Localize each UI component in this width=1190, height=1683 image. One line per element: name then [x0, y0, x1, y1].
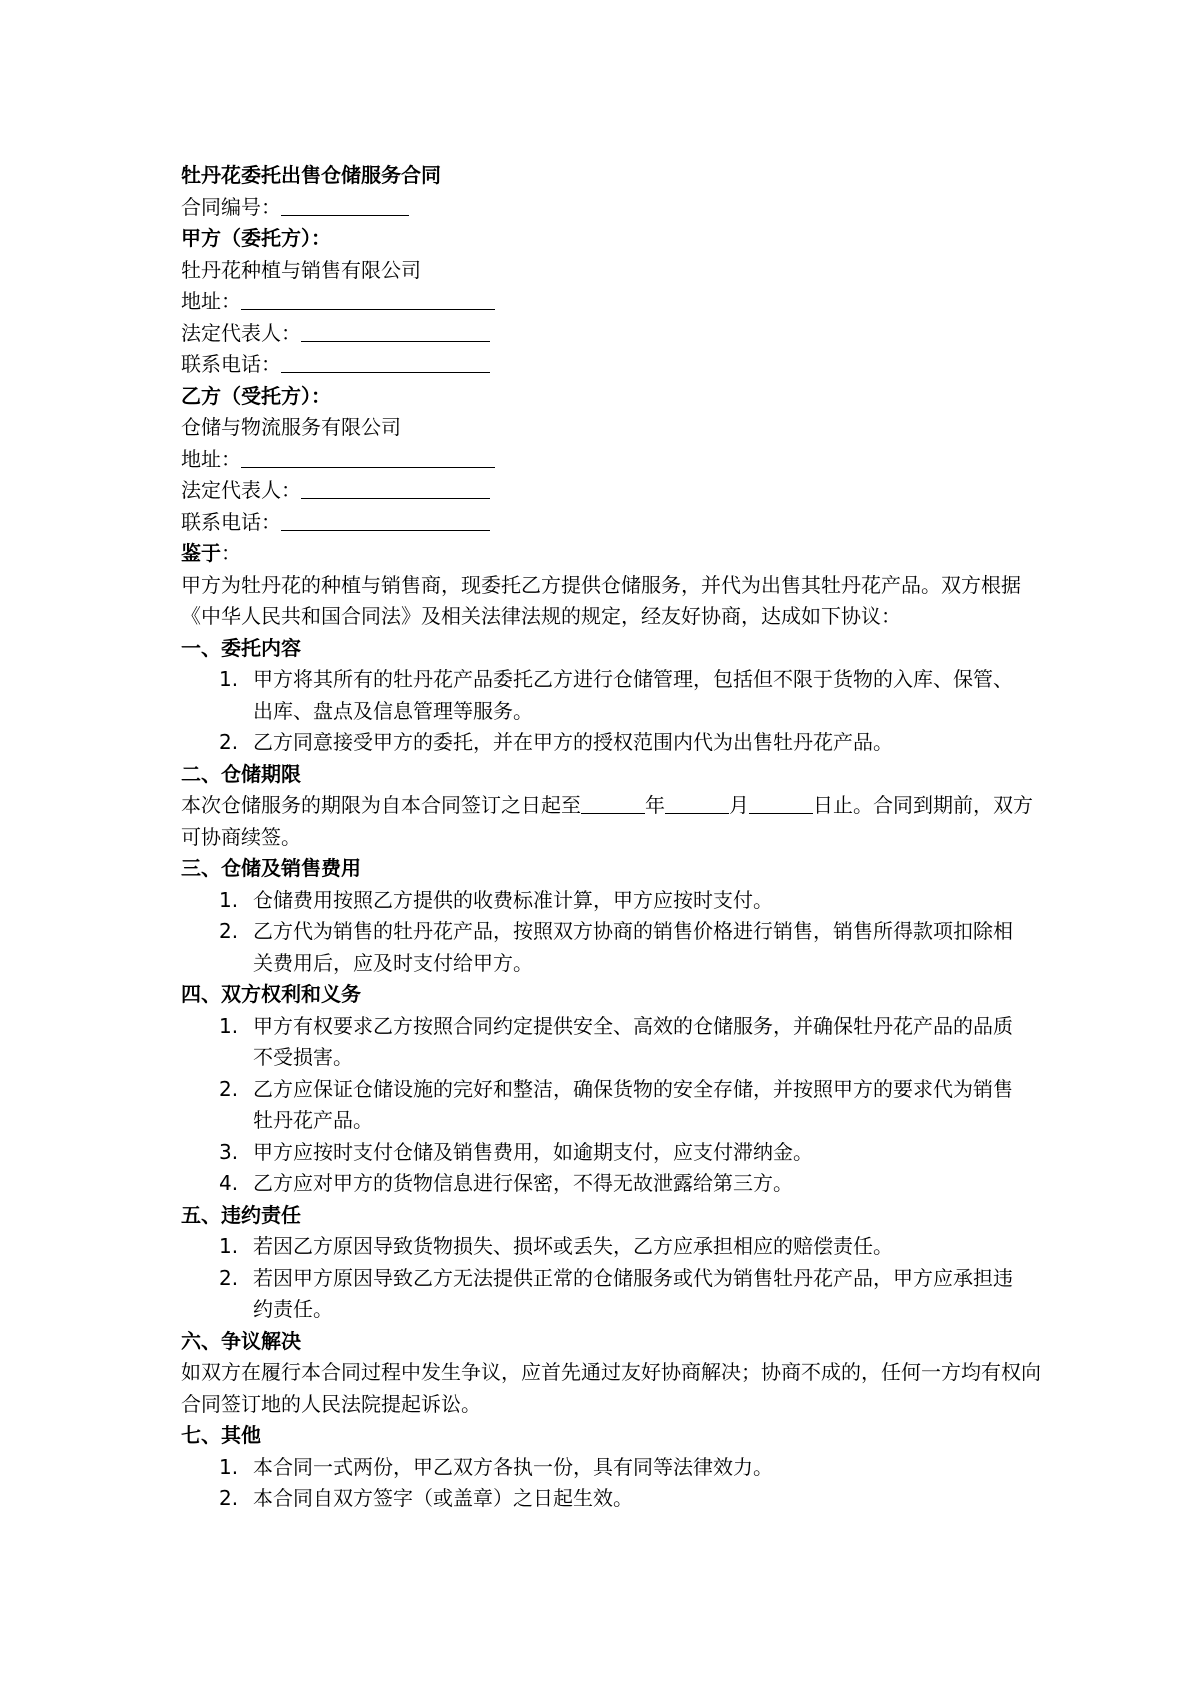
contract-number-row [181, 192, 1041, 224]
party-a-address-label: 地址： [181, 289, 241, 313]
section-3-list [181, 885, 1041, 980]
whereas-heading-row [181, 538, 1041, 570]
list-item-number: 2. [219, 919, 239, 943]
party-b-phone-row [181, 507, 1041, 539]
contract-number-blank [281, 195, 409, 216]
section-4-heading: 四、双方权利和义务 [181, 982, 361, 1006]
list-item-text: 甲方有权要求乙方按照合同约定提供安全、高效的仓储服务，并确保牡丹花产品的品质不受损害。 [253, 1013, 1013, 1069]
party-a-address-blank [241, 289, 495, 310]
list-item-text: 乙方应对甲方的货物信息进行保密，不得无故泄露给第三方。 [253, 1171, 793, 1195]
list-item-text: 若因乙方原因导致货物损失、损坏或丢失，乙方应承担相应的赔偿责任。 [253, 1234, 893, 1258]
year-label: 年 [645, 793, 665, 817]
section-2-text-end: 日止。合同到期前，双方可协商续签。 [181, 793, 1033, 849]
section-2-heading: 二、仓储期限 [181, 761, 301, 786]
list-item-number: 3. [219, 1139, 239, 1164]
party-b-rep-blank [301, 478, 490, 499]
list-item-number: 1. [219, 1454, 239, 1479]
list-item-number: 1. [219, 1234, 239, 1258]
list-item [181, 1011, 1041, 1074]
list-item [181, 1483, 1041, 1515]
section-3-heading: 三、仓储及销售费用 [181, 856, 361, 880]
day-blank [749, 793, 813, 814]
party-b-name: 仓储与物流服务有限公司 [181, 415, 401, 439]
month-label: 月 [729, 793, 749, 817]
list-item-number: 2. [219, 730, 239, 754]
year-blank [581, 793, 645, 814]
list-item-number: 4. [219, 1171, 239, 1195]
list-item [181, 916, 1041, 979]
list-item-number: 2. [219, 1265, 239, 1290]
party-a-heading: 甲方（委托方）： [181, 226, 331, 250]
list-item [181, 1137, 1041, 1169]
section-4-list [181, 1011, 1041, 1200]
party-a-rep-label: 法定代表人： [181, 320, 301, 345]
list-item-text: 乙方代为销售的牡丹花产品，按照双方协商的销售价格进行销售，销售所得款项扣除相关费用后，应及时支付给甲方。 [253, 919, 1013, 975]
contract-title: 牡丹花委托出售仓储服务合同 [181, 163, 441, 187]
section-2-text-start: 本次仓储服务的期限为自本合同签订之日起至 [181, 793, 581, 817]
section-6-heading: 六、争议解决 [181, 1328, 301, 1353]
month-blank [665, 793, 729, 814]
whereas-text: 甲方为牡丹花的种植与销售商，现委托乙方提供仓储服务，并代为出售其牡丹花产品。双方根据《中华人民共和国合同法》及相关法律法规的规定，经友好协商，达成如下协议： [181, 572, 1021, 628]
party-a-phone-blank [281, 352, 490, 373]
section-2-text [181, 790, 1041, 853]
list-item-text: 乙方应保证仓储设施的完好和整洁，确保货物的安全存储，并按照甲方的要求代为销售牡丹花产品。 [253, 1076, 1013, 1132]
list-item [181, 1231, 1041, 1263]
section-1-list [181, 664, 1041, 759]
list-item-text: 本合同自双方签字（或盖章）之日起生效。 [253, 1486, 633, 1510]
section-6-text: 如双方在履行本合同过程中发生争议，应首先通过友好协商解决；协商不成的，任何一方均有权向合同签订地的人民法院提起诉讼。 [181, 1360, 1041, 1416]
section-1-heading: 一、委托内容 [181, 635, 301, 660]
list-item-text: 仓储费用按照乙方提供的收费标准计算，甲方应按时支付。 [253, 887, 773, 912]
party-b-phone-label: 联系电话： [181, 509, 281, 534]
contract-number-label: 合同编号： [181, 194, 281, 219]
list-item [181, 1074, 1041, 1137]
list-item [181, 1452, 1041, 1484]
party-a-name: 牡丹花种植与销售有限公司 [181, 257, 421, 282]
party-b-address-row [181, 444, 1041, 476]
list-item-number: 1. [219, 1013, 239, 1038]
list-item-text: 若因甲方原因导致乙方无法提供正常的仓储服务或代为销售牡丹花产品，甲方应承担违约责任。 [253, 1265, 1013, 1321]
list-item [181, 664, 1041, 727]
section-7-list [181, 1452, 1041, 1515]
list-item-text: 乙方同意接受甲方的委托，并在甲方的授权范围内代为出售牡丹花产品。 [253, 730, 893, 754]
party-a-address-row [181, 286, 1041, 318]
party-a-phone-row [181, 349, 1041, 381]
section-5-list [181, 1231, 1041, 1326]
list-item [181, 727, 1041, 759]
whereas-colon: ： [221, 541, 241, 565]
list-item-number: 2. [219, 1076, 239, 1101]
list-item [181, 1263, 1041, 1326]
contract-page [181, 160, 1041, 1515]
list-item [181, 1168, 1041, 1200]
list-item-number: 1. [219, 667, 239, 691]
section-5-heading: 五、违约责任 [181, 1202, 301, 1227]
party-b-rep-label: 法定代表人： [181, 478, 301, 502]
party-a-rep-row [181, 318, 1041, 350]
section-7-heading: 七、其他 [181, 1423, 261, 1447]
list-item-number: 2. [219, 1486, 239, 1510]
party-b-heading: 乙方（受托方）： [181, 383, 331, 408]
party-a-phone-label: 联系电话： [181, 352, 281, 376]
list-item [181, 885, 1041, 917]
list-item-number: 1. [219, 887, 239, 912]
party-a-rep-blank [301, 321, 490, 342]
party-b-phone-blank [281, 510, 490, 531]
party-b-address-blank [241, 447, 495, 468]
whereas-label: 鉴于 [181, 541, 221, 565]
list-item-text: 甲方将其所有的牡丹花产品委托乙方进行仓储管理，包括但不限于货物的入库、保管、出库、盘点及信息管理等服务。 [253, 667, 1013, 723]
list-item-text: 本合同一式两份，甲乙双方各执一份，具有同等法律效力。 [253, 1454, 773, 1479]
party-b-address-label: 地址： [181, 446, 241, 471]
party-b-rep-row [181, 475, 1041, 507]
list-item-text: 甲方应按时支付仓储及销售费用，如逾期支付，应支付滞纳金。 [253, 1139, 813, 1164]
